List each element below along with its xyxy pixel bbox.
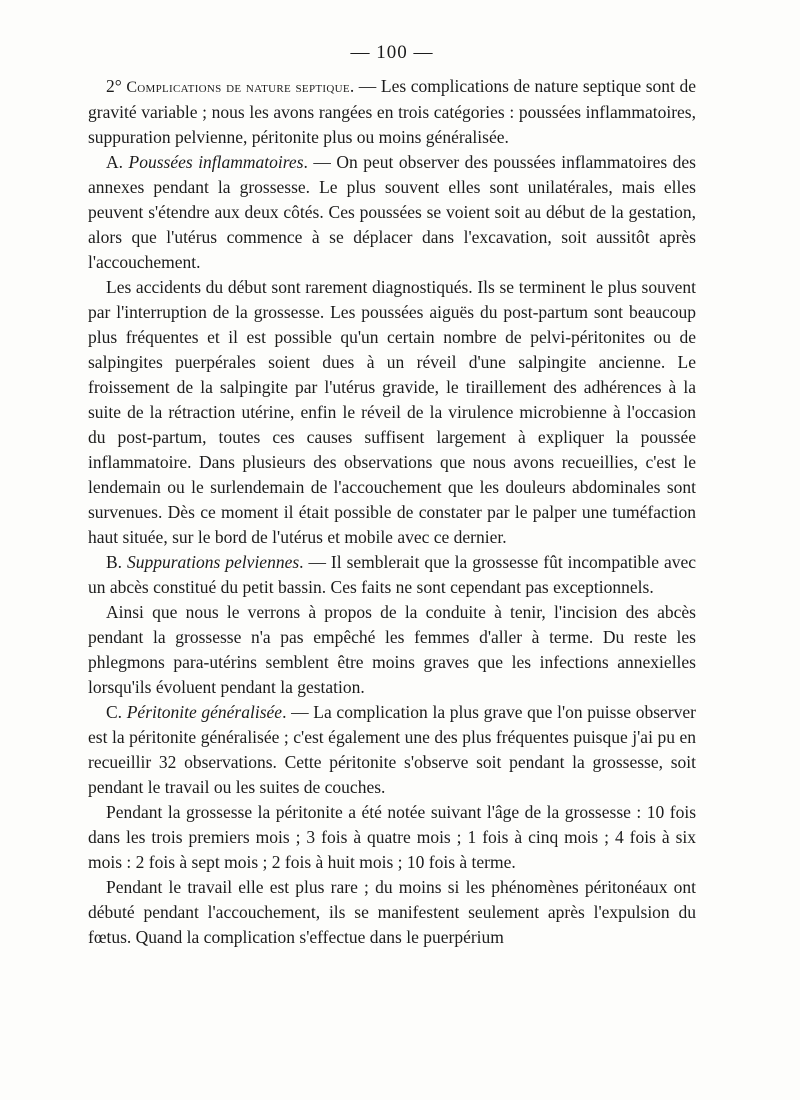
- page-number: — 100 —: [350, 42, 434, 63]
- subsection-heading: Péritonite généralisée: [126, 702, 283, 722]
- section-number: 2°: [106, 76, 127, 96]
- paragraph-septic-complications: [88, 74, 696, 150]
- paragraph-text: . — La complication la plus grave que l'on puisse observer est la péritonite généralisée ; c'est également une des plus fréquentes puisque j'ai pu en recueillir 32 observations. Cette péritonite s'observe soit pendant la grossesse, soit pendant le travail ou les suites de couches.: [88, 702, 696, 797]
- paragraph-text: . — On peut observer des poussées inflammatoires des annexes pendant la grossesse. Le plus souvent elles sont unilatérales, mais elles peuvent s'étendre aux deux côtés. Ces poussées se voient soit au début de la gestation, alors que l'utérus commence à se déplacer dans l'excavation, soit aussitôt après l'accouchement.: [88, 152, 696, 272]
- paragraph-pelvic-suppurations: [88, 550, 696, 600]
- paragraph-peritonitis-labor: Pendant le travail elle est plus rare ; du moins si les phénomènes péritonéaux ont débuté pendant l'accouchement, ils se manifestent seulement après l'expulsion du fœtus. Quand la complication s'effectue dans le puerpérium: [88, 877, 696, 947]
- paragraph-text: . — Il semblerait que la grossesse fût incompatible avec un abcès constitué du petit bassin. Ces faits ne sont cependant pas exceptionnels.: [88, 552, 696, 597]
- paragraph-text: . — Les complications de nature septique sont de gravité variable ; nous les avons rangées en trois catégories : poussées inflammatoires, suppuration pelvienne, péritonite plus ou moins généralisée.: [88, 76, 696, 147]
- subsection-letter: A.: [106, 152, 129, 172]
- paragraph-early-accidents: Les accidents du début sont rarement diagnostiqués. Ils se terminent le plus souvent par l'interruption de la grossesse. Les poussées aiguës du post-partum sont beaucoup plus fréquentes et il est possible qu'un certain nombre de pelvi-péritonites ou de salpingites puerpérales soient dues à un réveil d'une salpingite ancienne. Le froissement de la salpingite par l'utérus gravide, le tiraillement des adhérences à la suite de la rétraction utérine, enfin le réveil de la virulence microbienne à l'occasion du post-partum, toutes ces causes suffisent largement à expliquer la poussée inflammatoire. Dans plusieurs des observations que nous avons recueillies, c'est le lendemain ou le surlendemain de l'accouchement que les douleurs abdominales sont survenues. Dès ce moment il était possible de constater par le palper une tuméfaction haut située, sur le bord de l'utérus et mobile avec ce dernier.: [88, 277, 696, 547]
- subsection-heading: Suppurations pelviennes: [127, 552, 300, 572]
- section-heading: Complications de nature septique: [126, 79, 350, 96]
- paragraph-generalized-peritonitis: [88, 700, 696, 800]
- document-page: [88, 42, 696, 950]
- paragraph-abscess-incision: Ainsi que nous le verrons à propos de la conduite à tenir, l'incision des abcès pendant la grossesse n'a pas empêché les femmes d'aller à terme. Du reste les phlegmons para-utérins semblent être moins graves que les infections annexielles lorsqu'ils évoluent pendant la gestation.: [88, 602, 696, 697]
- paragraph-inflammatory-flares: [88, 150, 696, 275]
- paragraph-peritonitis-by-month: Pendant la grossesse la péritonite a été notée suivant l'âge de la grossesse : 10 fois dans les trois premiers mois ; 3 fois à quatre mois ; 1 fois à cinq mois ; 4 fois à six mois : 2 fois à sept mois ; 2 fois à huit mois ; 10 fois à terme.: [88, 802, 696, 872]
- subsection-letter: B.: [106, 552, 127, 572]
- subsection-heading: Poussées inflammatoires: [128, 152, 304, 172]
- subsection-letter: C.: [106, 702, 127, 722]
